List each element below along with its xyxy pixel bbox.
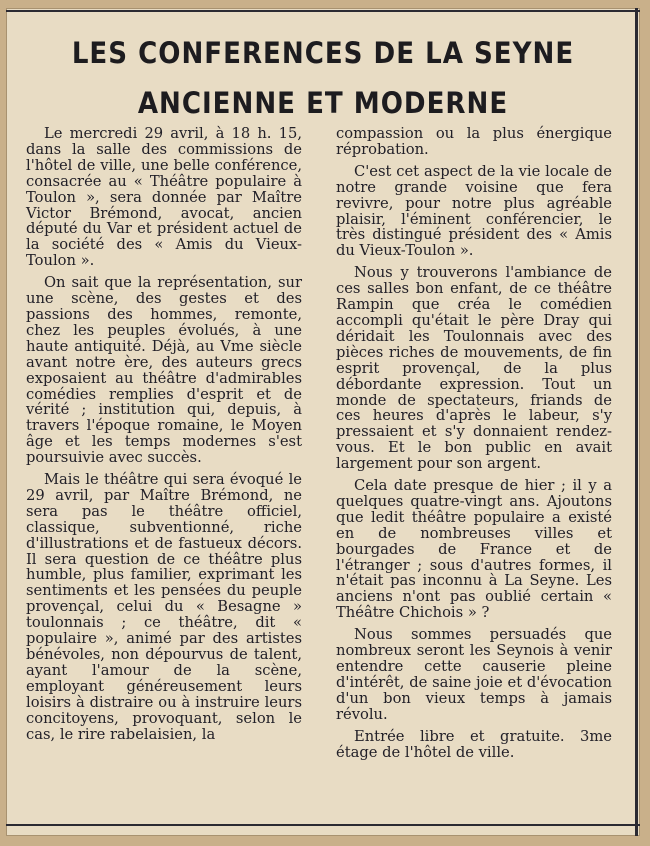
paragraph: Le mercredi 29 avril, à 18 h. 15, dans la salle des commissions de l'hôtel de ville, une belle conférence, consacrée au « Théâtre populaire à Toulon », sera donnée par Maître Victor Brémond, avocat, ancien député du Var et président actuel de la société des « Amis du Vieux-Toulon ». — [26, 125, 302, 270]
top-rule — [6, 10, 640, 12]
left-column — [26, 126, 302, 748]
paragraph: Nous sommes persuadés que nombreux seront les Seynois à venir entendre cette causerie pleine d'intérêt, de saine joie et d'évocation d'un bon vieux temps à jamais révolu. — [336, 626, 612, 723]
right-rule — [635, 8, 638, 836]
paragraph: Mais le théâtre qui sera évoqué le 29 avril, par Maître Brémond, ne sera pas le théâtre officiel, classique, subventionné, riche d'illustrations et de fastueux décors. Il sera question de ce théâtre plus humble, plus familier, exprimant les sentiments et les pensées du peuple provençal, celui du « Besagne » toulonnais ; ce théâtre, dit « populaire », animé par des artistes bénévoles, non dépourvus de talent, ayant l'amour de la scène, employant généreusement leurs loisirs à distraire ou à instruire leurs concitoyens, provoquant, selon le cas, le rire rabelaisien, la — [26, 471, 302, 743]
paragraph: On sait que la représentation, sur une scène, des gestes et des passions des hommes, remonte, chez les peuples évolués, à une haute antiquité. Déjà, au Vme siècle avant notre ère, des auteurs grecs exposaient au théâtre d'admirables comédies remplies d'esprit et de vérité ; institution qui, depuis, à travers l'époque romaine, le Moyen âge et les temps modernes s'est poursuivie avec succès. — [26, 274, 302, 467]
bottom-rule — [6, 824, 640, 826]
headline-line-1: LES CONFERENCES DE LA SEYNE — [71, 36, 575, 70]
paragraph-continued: compassion ou la plus énergique réprobation. — [336, 125, 612, 158]
paragraph: Nous y trouverons l'ambiance de ces salles bon enfant, de ce théâtre Rampin que créa le comédien accompli qu'était le père Dray qui déridait les Toulonnais avec des pièces riches de mouvements, de fin esprit provençal, de la plus débordante expression. Tout un monde de spectateurs, friands de ces heures d'après le labeur, s'y pressaient et s'y donnaient rendez-vous. Et le bon public en avait largement pour son argent. — [336, 264, 612, 473]
paragraph: Entrée libre et gratuite. 3me étage de l'hôtel de ville. — [336, 727, 612, 761]
newspaper-clipping — [6, 8, 640, 836]
headline-line-2: ANCIENNE ET MODERNE — [137, 86, 509, 120]
paragraph: C'est cet aspect de la vie locale de notre grande voisine que fera revivre, pour notre plus agréable plaisir, l'éminent conférencier, le très distingué président des « Amis du Vieux-Toulon ». — [336, 162, 612, 260]
paragraph: Cela date presque de hier ; il y a quelques quatre-vingt ans. Ajoutons que ledit théâtre populaire a existé en de nombreuses villes et bourgades de France et de l'étranger ; sous d'autres formes, il n'était pas inconnu à La Seyne. Les anciens n'ont pas oublié certain « Théâtre Chichois » ? — [336, 477, 612, 622]
right-column — [336, 126, 612, 766]
